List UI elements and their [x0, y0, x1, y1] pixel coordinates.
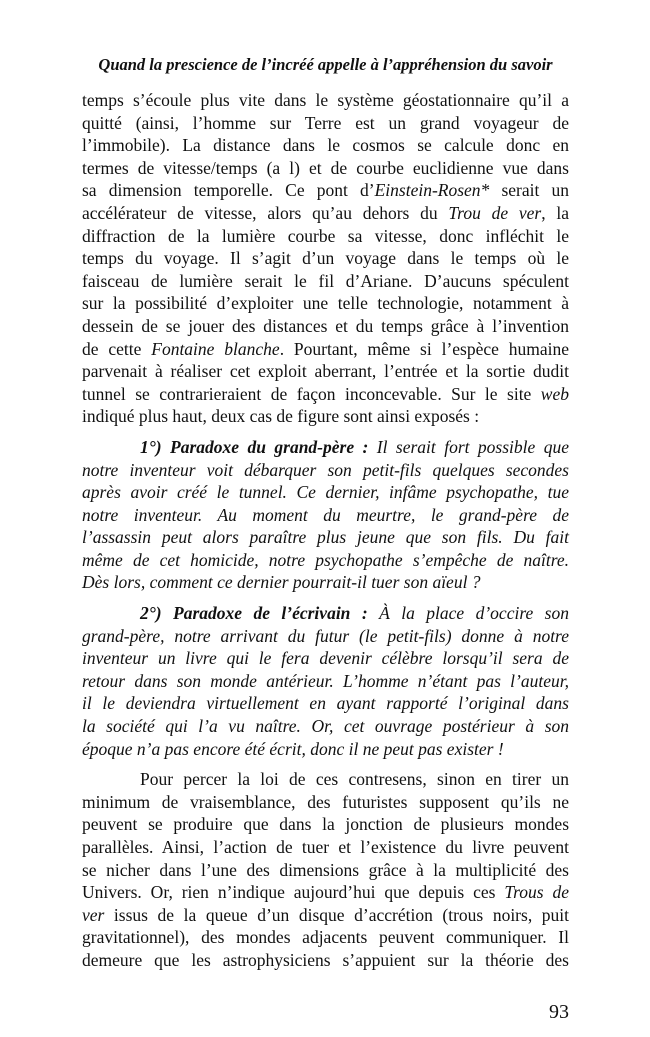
page-body: [82, 89, 569, 980]
text-run: serait un: [489, 180, 569, 201]
text-line: [82, 504, 569, 527]
italic-text: Dès lors, comment ce dernier pourrait-il tuer son aïeul ?: [82, 572, 481, 593]
text-run: temps s’écoule plus vite dans le système géostationnaire qu’il a: [82, 90, 569, 110]
text-run: sa dimension temporelle. Ce pont d’: [82, 180, 375, 201]
text-line: [82, 692, 569, 715]
italic-text: après avoir créé le tunnel. Ce dernier, infâme psychopathe, tue: [82, 482, 569, 503]
italic-text: À la place d’occire son: [367, 603, 569, 624]
text-run: gravitationnel), des mondes adjacents peuvent communiquer. Il: [82, 927, 569, 948]
text-line: [82, 405, 569, 428]
italic-text: notre inventeur. Au moment du meurtre, le grand-père de: [82, 504, 569, 525]
text-line: [82, 791, 569, 814]
text-line: [82, 647, 569, 670]
paragraph: [82, 436, 569, 594]
text-line: [82, 225, 569, 248]
text-line: [82, 157, 569, 180]
italic-text: web: [540, 383, 569, 404]
italic-text: retour dans son monde antérieur. L’homme n’étant pas l’auteur,: [82, 670, 569, 691]
text-line: [82, 247, 569, 270]
text-line: [82, 292, 569, 315]
text-run: accélérateur de vitesse, alors qu’au dehors du: [82, 202, 449, 223]
italic-text: même de cet homicide, notre psychopathe s’empêche de naître.: [82, 549, 569, 570]
text-run: l’immobile). La distance dans le cosmos se calcule donc en: [82, 135, 569, 156]
section-heading: 2°) Paradoxe de l’écrivain :: [140, 603, 368, 624]
text-run: termes de vitesse/temps (a l) et de courbe euclidienne vue dans: [82, 157, 569, 178]
text-line: [82, 481, 569, 504]
italic-text: Trou de ver: [448, 202, 542, 223]
italic-text: Einstein-Rosen*: [374, 180, 490, 201]
section-heading: 1°) Paradoxe du grand-père :: [140, 436, 369, 457]
text-line: [82, 89, 569, 112]
text-line: [82, 383, 569, 406]
text-run: diffraction de la lumière courbe sa vitesse, donc infléchit le: [82, 225, 569, 246]
text-line: [82, 315, 569, 338]
paragraph: [82, 602, 569, 760]
italic-text: Il serait fort possible que: [368, 436, 569, 457]
text-line: [82, 768, 569, 791]
text-run: de cette: [82, 338, 152, 359]
text-line: [82, 625, 569, 648]
text-run: dessein de se jouer des distances et du temps grâce à l’invention: [82, 315, 569, 336]
text-run: temps du voyage. Il s’agit d’un voyage dans le temps où le: [82, 248, 569, 269]
text-run: sur la possibilité d’exploiter une telle technologie, notamment à: [82, 293, 569, 314]
italic-text: il le deviendra virtuellement en ayant rapporté l’original dans: [82, 693, 569, 714]
running-header: Quand la prescience de l’incréé appelle à l’appréhension du savoir: [98, 55, 553, 74]
text-run: peuvent se produire que dans la jonction de plusieurs mondes: [82, 814, 569, 835]
text-line: [82, 949, 569, 972]
text-line: [82, 179, 569, 202]
text-run: faisceau de lumière serait le fil d’Ariane. D’aucuns spéculent: [82, 270, 569, 291]
text-run: Pour percer la loi de ces contresens, sinon en tirer un: [140, 769, 569, 790]
text-run: minimum de vraisemblance, des futuristes supposent qu’ils ne: [82, 791, 569, 812]
text-run: quitté (ainsi, l’homme sur Terre est un grand voyageur de: [82, 112, 569, 133]
text-line: [82, 715, 569, 738]
paragraph: [82, 89, 569, 428]
italic-text: ver: [82, 904, 105, 925]
text-line: [82, 338, 569, 361]
text-line: [82, 549, 569, 572]
italic-text: Fontaine blanche: [151, 338, 280, 359]
text-line: [82, 670, 569, 693]
text-line: [82, 436, 569, 459]
text-line: [82, 738, 569, 761]
text-line: [82, 859, 569, 882]
text-line: [82, 881, 569, 904]
text-line: [82, 202, 569, 225]
text-run: indiqué plus haut, deux cas de figure sont ainsi exposés :: [82, 406, 480, 427]
text-line: [82, 571, 569, 594]
text-line: [82, 134, 569, 157]
italic-text: époque n’a pas encore été écrit, donc il ne peut pas exister !: [82, 738, 504, 759]
italic-text: l’assassin peut alors paraître plus jeune que son fils. Du fait: [82, 527, 569, 548]
text-line: [82, 459, 569, 482]
text-run: parallèles. Ainsi, l’action de tuer et l’existence du livre peuvent: [82, 837, 569, 857]
text-run: , la: [541, 202, 569, 223]
italic-text: Trous de: [504, 882, 569, 903]
text-line: [82, 526, 569, 549]
text-run: Univers. Or, rien n’indique aujourd’hui que depuis ces: [82, 882, 505, 903]
text-line: [82, 813, 569, 836]
text-run: se nicher dans l’une des dimensions grâce à la multiplicité des: [82, 859, 569, 880]
text-line: [82, 836, 569, 859]
italic-text: inventeur un livre qui le fera devenir célèbre lorsqu’il sera de: [82, 648, 569, 669]
text-run: issus de la queue d’un disque d’accrétion (trous noirs, puit: [104, 904, 569, 925]
italic-text: la société qui l’a vu naître. Or, cet ouvrage postérieur à son: [82, 716, 569, 737]
text-line: [82, 904, 569, 927]
text-run: tunnel se contrarieraient de façon inconcevable. Sur le site: [82, 383, 541, 404]
text-run: . Pourtant, même si l’espèce humaine: [279, 338, 570, 359]
text-line: [82, 112, 569, 135]
text-line: [82, 602, 569, 625]
text-run: demeure que les astrophysiciens s’appuient sur la théorie des: [82, 949, 569, 970]
page-number: 93: [549, 1000, 569, 1023]
italic-text: grand-père, notre arrivant du futur (le petit-fils) donne à notre: [82, 625, 569, 646]
text-line: [82, 270, 569, 293]
paragraph: [82, 768, 569, 971]
text-run: parvenait à réaliser cet exploit aberrant, l’entrée et la sortie dudit: [82, 361, 569, 382]
italic-text: notre inventeur voit débarquer son petit-fils quelques secondes: [82, 459, 569, 480]
text-line: [82, 926, 569, 949]
text-line: [82, 360, 569, 383]
